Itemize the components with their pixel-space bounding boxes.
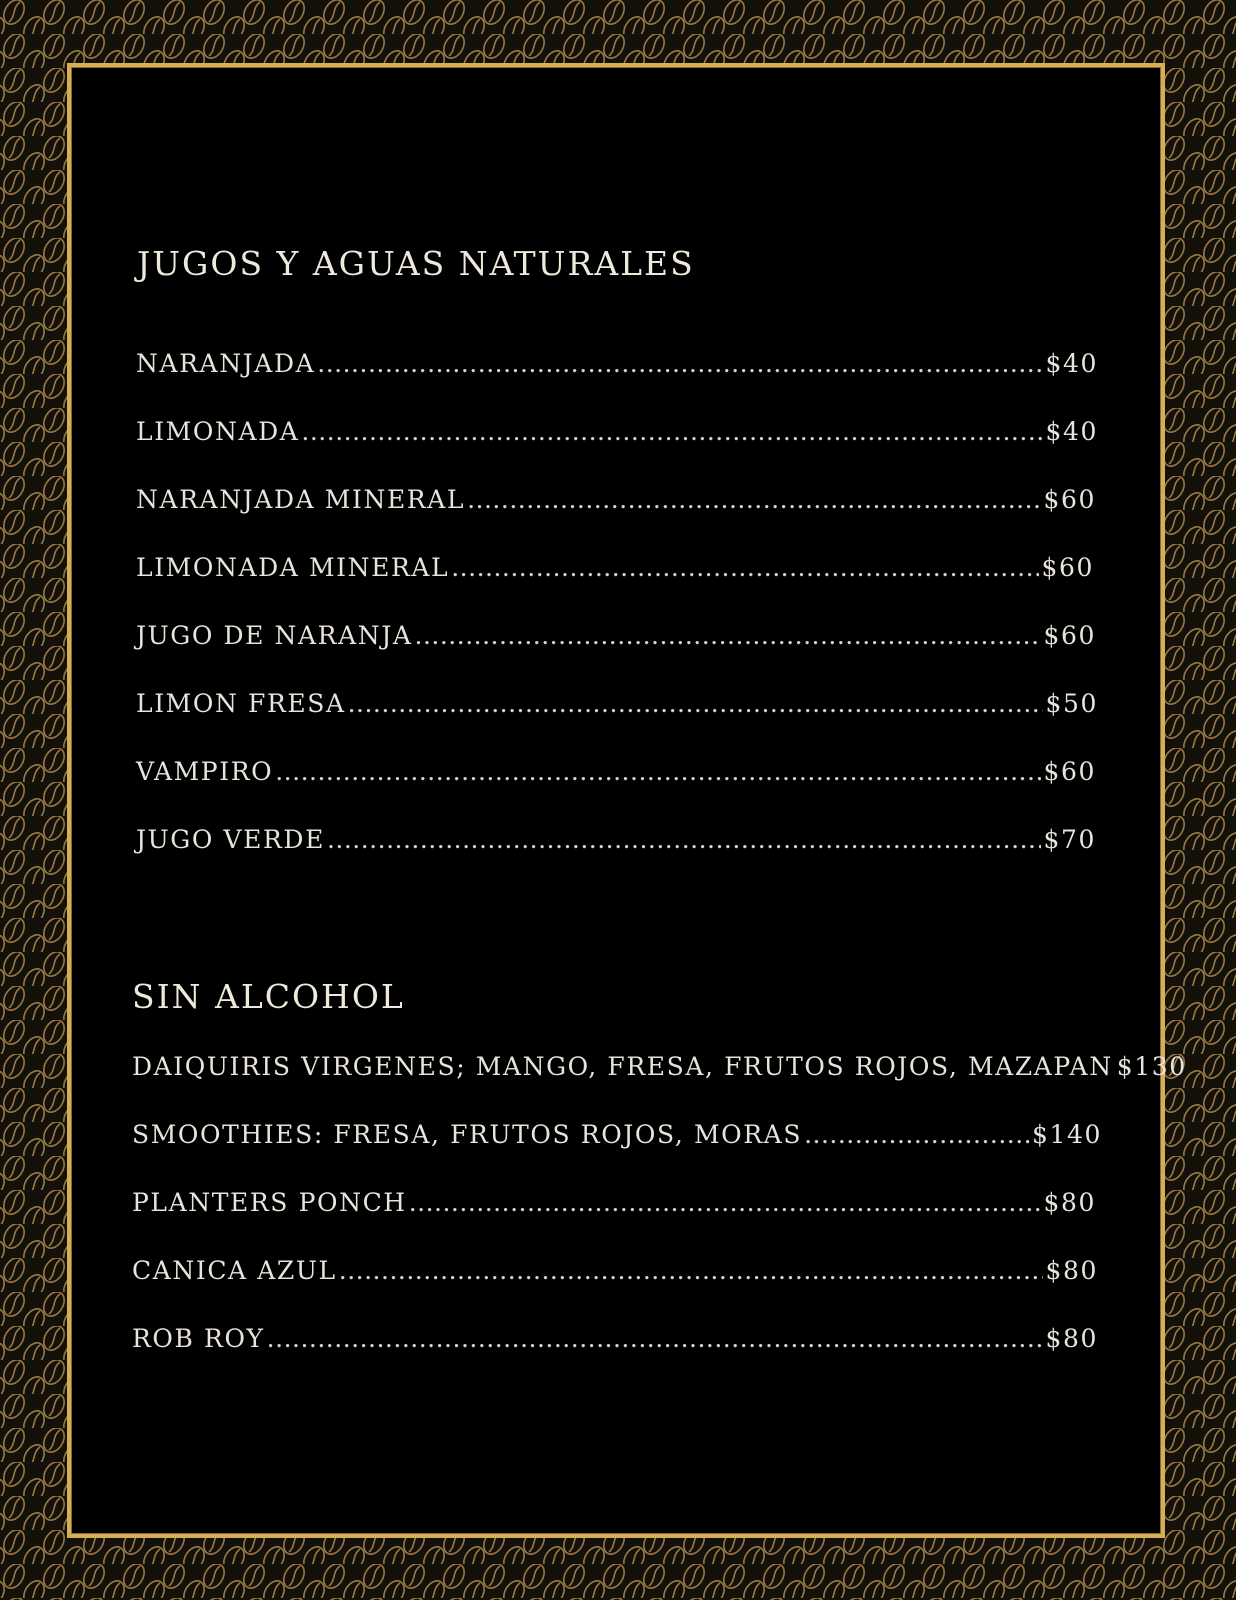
menu-item [136, 621, 1096, 650]
item-name: VAMPIRO [136, 757, 274, 786]
item-price: $80 [1043, 1188, 1096, 1217]
dot-leader [348, 689, 1044, 718]
menu-item [132, 1256, 1098, 1285]
item-price: $80 [1045, 1324, 1098, 1353]
dot-leader [317, 349, 1043, 378]
item-name: SMOOTHIES: FRESA, FRUTOS ROJOS, MORAS [132, 1120, 803, 1149]
item-name: JUGO VERDE [136, 825, 325, 854]
dot-leader [415, 621, 1042, 650]
dot-leader [451, 553, 1039, 582]
menu-item [132, 1052, 1187, 1081]
section-title-jugos: JUGOS Y AGUAS NATURALES [137, 244, 695, 283]
dot-leader [267, 1324, 1044, 1353]
menu-item [132, 1324, 1098, 1353]
dot-leader [301, 417, 1043, 446]
item-price: $140 [1031, 1120, 1102, 1149]
item-name: LIMONADA MINERAL [136, 553, 450, 582]
item-price: $40 [1045, 417, 1098, 446]
item-price: $40 [1045, 349, 1098, 378]
item-name: PLANTERS PONCH [132, 1188, 407, 1217]
menu-item [136, 349, 1098, 378]
section-title-sin-alcohol: SIN ALCOHOL [132, 977, 405, 1016]
item-price: $50 [1045, 689, 1098, 718]
menu-item [136, 417, 1098, 446]
item-price: $60 [1041, 553, 1094, 582]
menu-item [136, 553, 1094, 582]
dot-leader [275, 757, 1041, 786]
item-name: DAIQUIRIS VIRGENES; MANGO, FRESA, FRUTOS ROJOS, MAZAPAN [132, 1052, 1113, 1081]
dot-leader [327, 825, 1042, 854]
item-name: NARANJADA [136, 349, 316, 378]
menu-item [136, 757, 1096, 786]
menu-item [136, 689, 1098, 718]
dot-leader [339, 1256, 1044, 1285]
menu-item [132, 1120, 1102, 1149]
item-name: LIMON FRESA [136, 689, 346, 718]
menu-panel [67, 63, 1165, 1538]
item-price: $130 [1116, 1052, 1187, 1081]
dot-leader [467, 485, 1041, 514]
item-price: $60 [1043, 621, 1096, 650]
menu-item [136, 825, 1096, 854]
dot-leader [804, 1120, 1030, 1149]
item-price: $70 [1043, 825, 1096, 854]
item-price: $60 [1043, 757, 1096, 786]
item-price: $60 [1043, 485, 1096, 514]
item-name: ROB ROY [132, 1324, 265, 1353]
menu-item [132, 1188, 1096, 1217]
item-name: CANICA AZUL [132, 1256, 337, 1285]
dot-leader [409, 1188, 1042, 1217]
item-price: $80 [1045, 1256, 1098, 1285]
item-name: LIMONADA [136, 417, 300, 446]
menu-item [136, 485, 1096, 514]
item-name: NARANJADA MINERAL [136, 485, 466, 514]
item-name: JUGO DE NARANJA [136, 621, 413, 650]
